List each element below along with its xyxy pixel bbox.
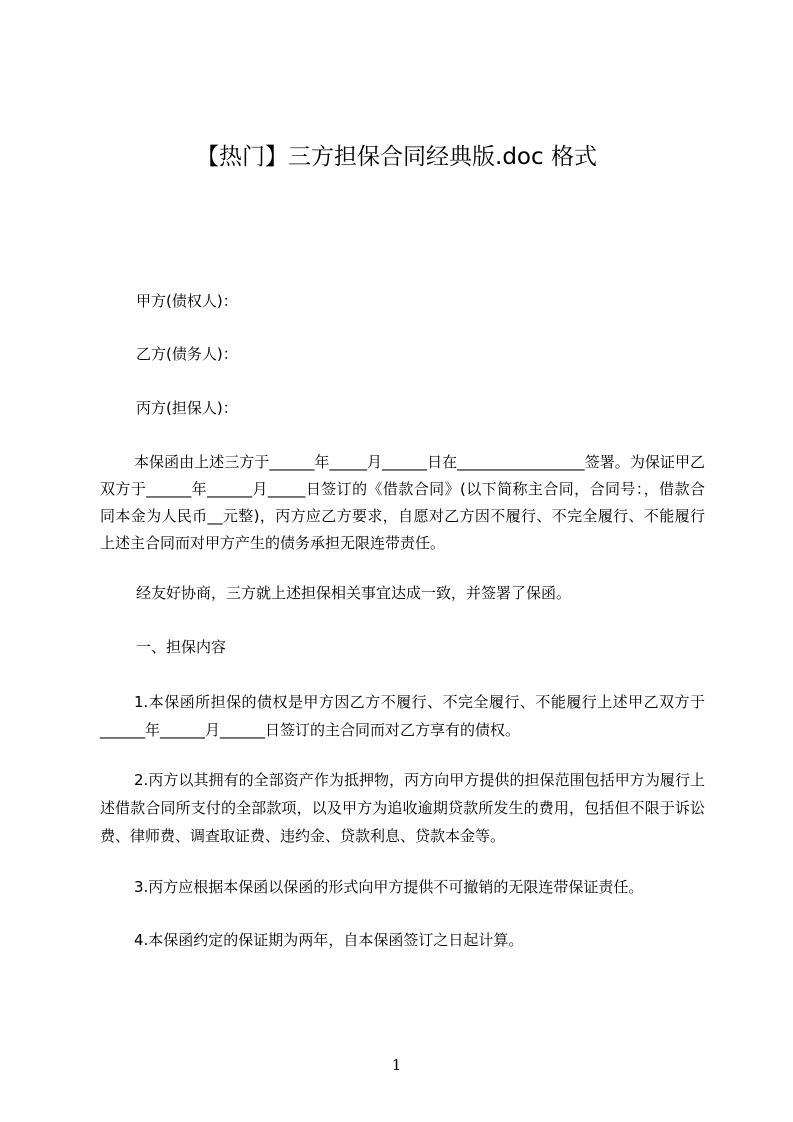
- clause-3: 3.丙方应根据本保函以保函的形式向甲方提供不可撤销的无限连带保证责任。: [134, 878, 644, 896]
- party-c-label: 丙方(担保人)：: [136, 399, 238, 417]
- clause-4: 4.本保函约定的保证期为两年，自本保函签订之日起计算。: [134, 931, 524, 949]
- clause-1: 1.本保函所担保的债权是甲方因乙方不履行、不完全履行、不能履行上述甲乙双方于______年______月______日签订的主合同而对乙方享有的债权。: [100, 693, 705, 739]
- preamble-paragraph: 本保函由上述三方于______年_____月______日在_________________签署。为保证甲乙双方于______年______月_____日签订的《借款合同》(以下简称主合同，合同号：，借款合同本金为人民币__元整)，丙方应乙方要求，自愿对乙方因不履行、不完全履行、不能履行上述主合同而对甲方产生的债务承担无限连带责任。: [100, 453, 705, 552]
- page-number: 1: [391, 1056, 402, 1074]
- document-title: 【热门】三方担保合同经典版.doc 格式: [196, 144, 597, 170]
- party-a-label: 甲方(债权人)：: [136, 292, 238, 310]
- section-1-heading: 一、担保内容: [136, 638, 227, 656]
- party-b-label: 乙方(债务人)：: [136, 345, 238, 363]
- agreement-paragraph: 经友好协商，三方就上述担保相关事宜达成一致，并签署了保函。: [136, 584, 572, 602]
- clause-2: 2.丙方以其拥有的全部资产作为抵押物，丙方向甲方提供的担保范围包括甲方为履行上述借款合同所支付的全部款项，以及甲方为追收逾期贷款所发生的费用，包括但不限于诉讼费、律师费、调查取证费、违约金、贷款利息、贷款本金等。: [100, 771, 705, 845]
